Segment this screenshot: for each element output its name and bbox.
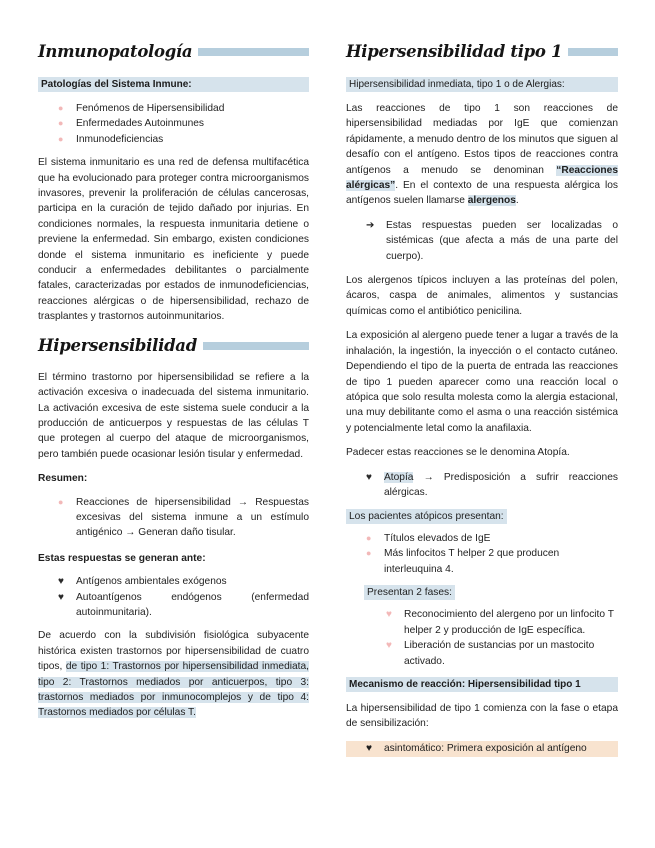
bullet-icon: ●: [58, 103, 64, 113]
bullet-icon: ●: [366, 548, 372, 559]
paragraph-exposicion: La exposición al alergeno puede tener a lugar a través de la inhalación, la ingestión, la inyección o el contacto cutáneo. Dependiendo el tipo de la puerta de entrada las reacciones de tipo 1 pueden aparecer como una reacción local o atópica que solo resulta molesta como la alergia estacional, una muy debilitante como el asma o una reacción sistémica y potencialmente letal como la anafilaxia.: [346, 330, 618, 434]
heart-icon: ♥: [386, 640, 392, 652]
bullet-icon: ●: [58, 133, 64, 144]
bullet-icon: ●: [58, 496, 64, 507]
highlight-reacciones-alergicas: “Reacciones alérgicas”: [346, 164, 618, 192]
band-pacientes-atopicos: Los pacientes atópicos presentan:: [346, 509, 507, 524]
section-title-inmunopatologia: Inmunopatología: [38, 42, 193, 62]
bullet-icon: ●: [366, 532, 372, 543]
paragraph-reacciones-tipo1: Las reacciones de tipo 1 son reacciones de hipersensibilidad mediadas por IgE que comienzan rápidamente, a menudo dentro de los minutos que siguen al desafío con el antígeno. Estos tipos de reacciones contra antígenos a menudo se denominan “Reacciones alérgicas”. En el contexto de una respuesta alérgica los antígenos suelen llamarse alergenos.: [346, 103, 618, 207]
paragraph-atopia: Padecer estas reacciones se le denomina Atopía.: [346, 447, 570, 459]
list-item: ● Más linfocitos T helper 2 que producen interleuquina 4.: [366, 548, 560, 575]
fases-list: [346, 607, 618, 669]
list-item: ● Títulos elevados de IgE: [346, 531, 618, 546]
heart-icon: ♥: [386, 609, 392, 621]
ante-list: [38, 574, 309, 620]
band-hipersensibilidad-inmediata: Hipersensibilidad inmediata, tipo 1 o de Alergias:: [346, 77, 618, 92]
section-title-hipersensibilidad: Hipersensibilidad: [38, 335, 197, 355]
list-item: ♥ Liberación de sustancias por un mastocito activado.: [386, 640, 595, 667]
pacientes-list: [346, 531, 618, 577]
title-underline-bar: [203, 342, 309, 350]
heart-icon: ♥: [58, 591, 64, 603]
title-underline-bar: [198, 48, 309, 56]
band-presentan-fases: Presentan 2 fases:: [364, 585, 455, 600]
heart-icon: ♥: [366, 742, 373, 754]
paragraph-subdivision: De acuerdo con la subdivisión fisiológica subyacente histórica existen trastornos por hipersensibilidad de cuatro tipos, de tipo 1: Trastornos por hipersensibilidad inmediata, tipo 2: Trastornos mediados por anticuerpos, tipo 3: trastornos mediados por inmunocomplejos y de tipo 4: Trastornos mediados por células T.: [38, 630, 309, 719]
list-item: ♥ Antígenos ambientales exógenos: [38, 574, 309, 589]
section-title-row: [346, 40, 618, 64]
list-item: ● Inmunodeficiencias: [38, 132, 309, 147]
highlight-tipos: de tipo 1: Trastornos por hipersensibilidad inmediata, tipo 2: Trastornos mediados por anticuerpos, tipo 3: trastornos mediados por inmunocomplejos y de tipo 4: Trastornos mediados por células T.: [38, 661, 309, 719]
resumen-label: Resumen:: [38, 473, 88, 485]
paragraph-alergenos-tipicos: Los alergenos típicos incluyen a las proteínas del polen, ácaros, caspa de animales, alimentos y sustancias químicas como el antibiótico penicilina.: [346, 275, 618, 317]
section-title-row: [38, 40, 309, 64]
asintomatico-item: ♥ asintomático: Primera exposición al antígeno: [346, 741, 618, 757]
highlight-atopia: Atopía: [384, 471, 414, 483]
band-row: [346, 509, 618, 524]
list-item: ● Reacciones de hipersensibilidad → Respuestas excesivas del sistema inmune a un estímulo antigénico → Generan daño tisular.: [58, 496, 309, 539]
arrow-item-localizadas: ➔ Estas respuestas pueden ser localizadas o sistémicas (que afecta a más de una parte del cuerpo).: [366, 219, 618, 262]
resumen-list: [38, 495, 309, 541]
ante-label: Estas respuestas se generan ante:: [38, 552, 206, 564]
band-mecanismo: Mecanismo de reacción: Hipersensibilidad tipo 1: [346, 677, 618, 692]
paragraph-sensibilizacion: La hipersensibilidad de tipo 1 comienza con la fase o etapa de sensibilización:: [346, 703, 618, 730]
title-underline-bar: [568, 48, 618, 56]
right-column: [346, 0, 618, 757]
heart-icon: ♥: [366, 471, 372, 483]
band-row: [346, 585, 618, 600]
paragraph-sistema-inmunitario: El sistema inmunitario es una red de defensa multifacética que ha evolucionado para proteger contra microorganismos invasores, prevenir la proliferación de células cancerosas, participa en la curación de tejido dañado por injurias. En condiciones normales, la respuesta inmunitaria detiene o previene la enfermedad. Sin embargo, existen condiciones donde el sistema inmunitario es ineficiente y puede conducir a enfermedades debilitantes o parcialmente fatales, caracterizadas por estados de inmunodeficiencias, reacciones alérgicas o de hipersensibilidad, rechazo de trasplantes y trastornos autoinmunitarios.: [38, 157, 309, 323]
paragraph-hipersensibilidad: El término trastorno por hipersensibilidad se refiere a la activación excesiva o inadecuada del sistema inmunitario. La activación excesiva de este sistema suele conducir a la producción de anticuerpos y respuestas de las células T que protegen al cuerpo del ataque de microorganismos, pero también puede ocasionar lesión tisular y enfermedad.: [38, 371, 309, 460]
list-item: ● Fenómenos de Hipersensibilidad: [38, 101, 309, 116]
atopia-list: [346, 470, 618, 501]
patologias-list: [38, 101, 309, 147]
bullet-icon: ●: [58, 118, 64, 129]
heart-icon: ♥: [58, 576, 64, 588]
section-title-row: [38, 334, 309, 358]
highlight-alergenos: alergenos: [467, 195, 516, 207]
list-item: ♥ Autoantígenos endógenos (enfermedad autoinmunitaria).: [58, 591, 309, 618]
list-item: ♥ Reconocimiento del alergeno por un linfocito T helper 2 y producción de IgE específica.: [386, 609, 614, 636]
band-patologias: Patologías del Sistema Inmune:: [38, 77, 309, 92]
list-item: ♥ Atopía → Predisposición a sufrir reacciones alérgicas.: [366, 471, 618, 498]
section-title-tipo1: Hipersensibilidad tipo 1: [346, 42, 563, 62]
arrow-right-icon: ➔: [366, 219, 375, 231]
left-column: [38, 0, 309, 721]
list-item: ● Enfermedades Autoinmunes: [38, 116, 309, 131]
